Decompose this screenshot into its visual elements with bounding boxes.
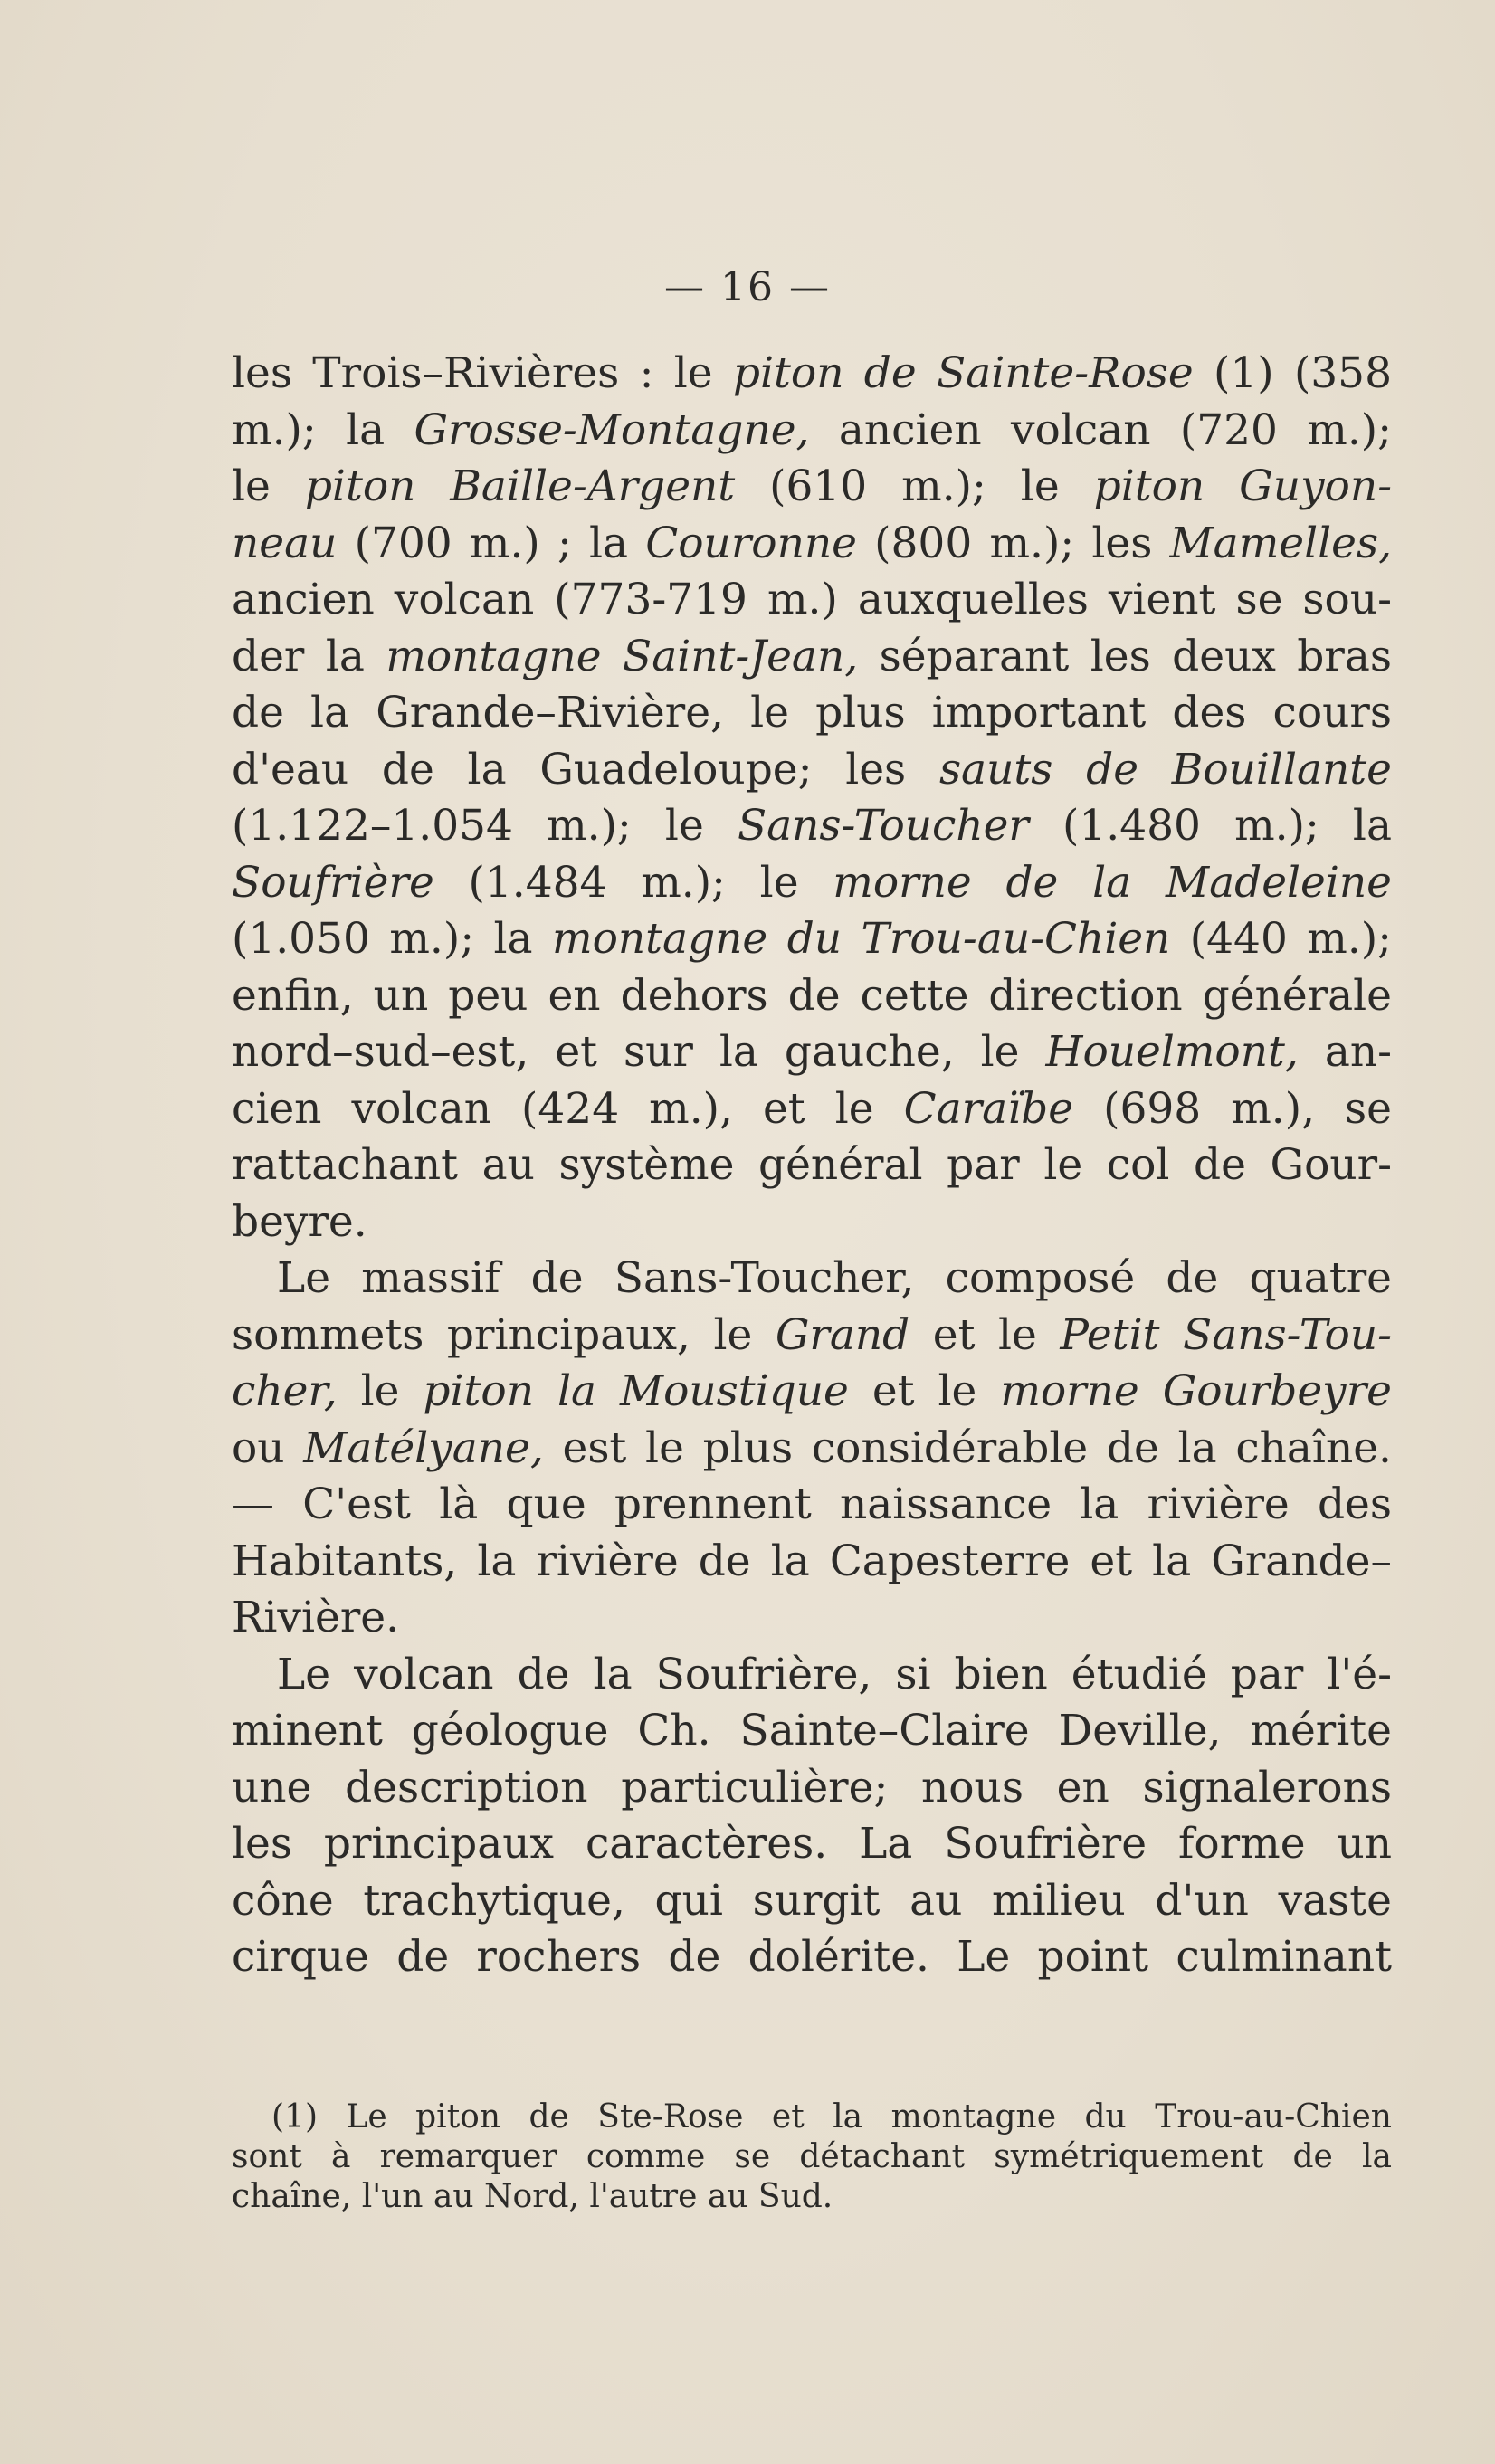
text-line: le piton Baille-Argent (610 m.); le piton Guyon- xyxy=(232,461,1392,511)
text-line: (1.050 m.); la montagne du Trou-au-Chien (440 m.); xyxy=(232,914,1392,964)
main-text xyxy=(232,346,1392,1986)
text-line: cien volcan (424 m.), et le Caraïbe (698 m.), se xyxy=(232,1083,1392,1134)
text-line: cirque de rochers de dolérite. Le point culminant xyxy=(232,1932,1392,1982)
footnote-line: sont à remarquer comme se détachant symétriquement de la xyxy=(232,2138,1392,2175)
footnote xyxy=(232,2098,1392,2217)
text-line: Habitants, la rivière de la Capesterre et la Grande– xyxy=(232,1536,1392,1586)
text-line: les principaux caractères. La Soufrière forme un xyxy=(232,1819,1392,1869)
text-line: d'eau de la Guadeloupe; les sauts de Bouillante xyxy=(232,744,1392,794)
text-line: sommets principaux, le Grand et le Petit Sans-Tou- xyxy=(232,1309,1392,1360)
text-line: neau (700 m.) ; la Couronne (800 m.); les Mamelles, xyxy=(232,518,1393,568)
text-line: Le volcan de la Soufrière, si bien étudié par l'é- xyxy=(277,1649,1392,1699)
text-line: der la montagne Saint-Jean, séparant les deux bras xyxy=(232,631,1392,681)
text-line: nord–sud–est, et sur la gauche, le Houelmont, an- xyxy=(232,1027,1392,1077)
text-line: enfin, un peu en dehors de cette direction générale xyxy=(232,970,1392,1021)
text-line: Le massif de Sans-Toucher, composé de quatre xyxy=(277,1253,1392,1303)
text-line: ou Matélyane, est le plus considérable de la chaîne. xyxy=(232,1422,1392,1473)
text-line: Rivière. xyxy=(232,1593,400,1642)
text-line: Soufrière (1.484 m.); le morne de la Madeleine xyxy=(232,857,1392,908)
text-line: une description particulière; nous en signalerons xyxy=(232,1762,1392,1812)
text-line: — C'est là que prennent naissance la rivière des xyxy=(232,1479,1392,1529)
footnote-line: (1) Le piton de Ste-Rose et la montagne du Trou-au-Chien xyxy=(271,2098,1392,2136)
text-line: cher, le piton la Moustique et le morne Gourbeyre xyxy=(232,1366,1393,1416)
text-line: rattachant au système général par le col de Gour- xyxy=(232,1140,1392,1190)
text-line: beyre. xyxy=(232,1196,367,1247)
footnote-line: chaîne, l'un au Nord, l'autre au Sud. xyxy=(232,2178,833,2215)
text-line: minent géologue Ch. Sainte–Claire Deville, mérite xyxy=(232,1706,1392,1755)
text-line: ancien volcan (773-719 m.) auxquelles vient se sou- xyxy=(232,575,1392,624)
text-line: m.); la Grosse-Montagne, ancien volcan (720 m.); xyxy=(232,404,1392,455)
text-line: cône trachytique, qui surgit au milieu d'un vaste xyxy=(232,1875,1392,1926)
page-number: — 16 — xyxy=(664,264,831,310)
text-line: les Trois–Rivières : le piton de Sainte-Rose (1) (358 xyxy=(232,348,1392,398)
text-line: (1.122–1.054 m.); le Sans-Toucher (1.480 m.); la xyxy=(232,801,1392,851)
text-line: de la Grande–Rivière, le plus important des cours xyxy=(232,688,1392,737)
